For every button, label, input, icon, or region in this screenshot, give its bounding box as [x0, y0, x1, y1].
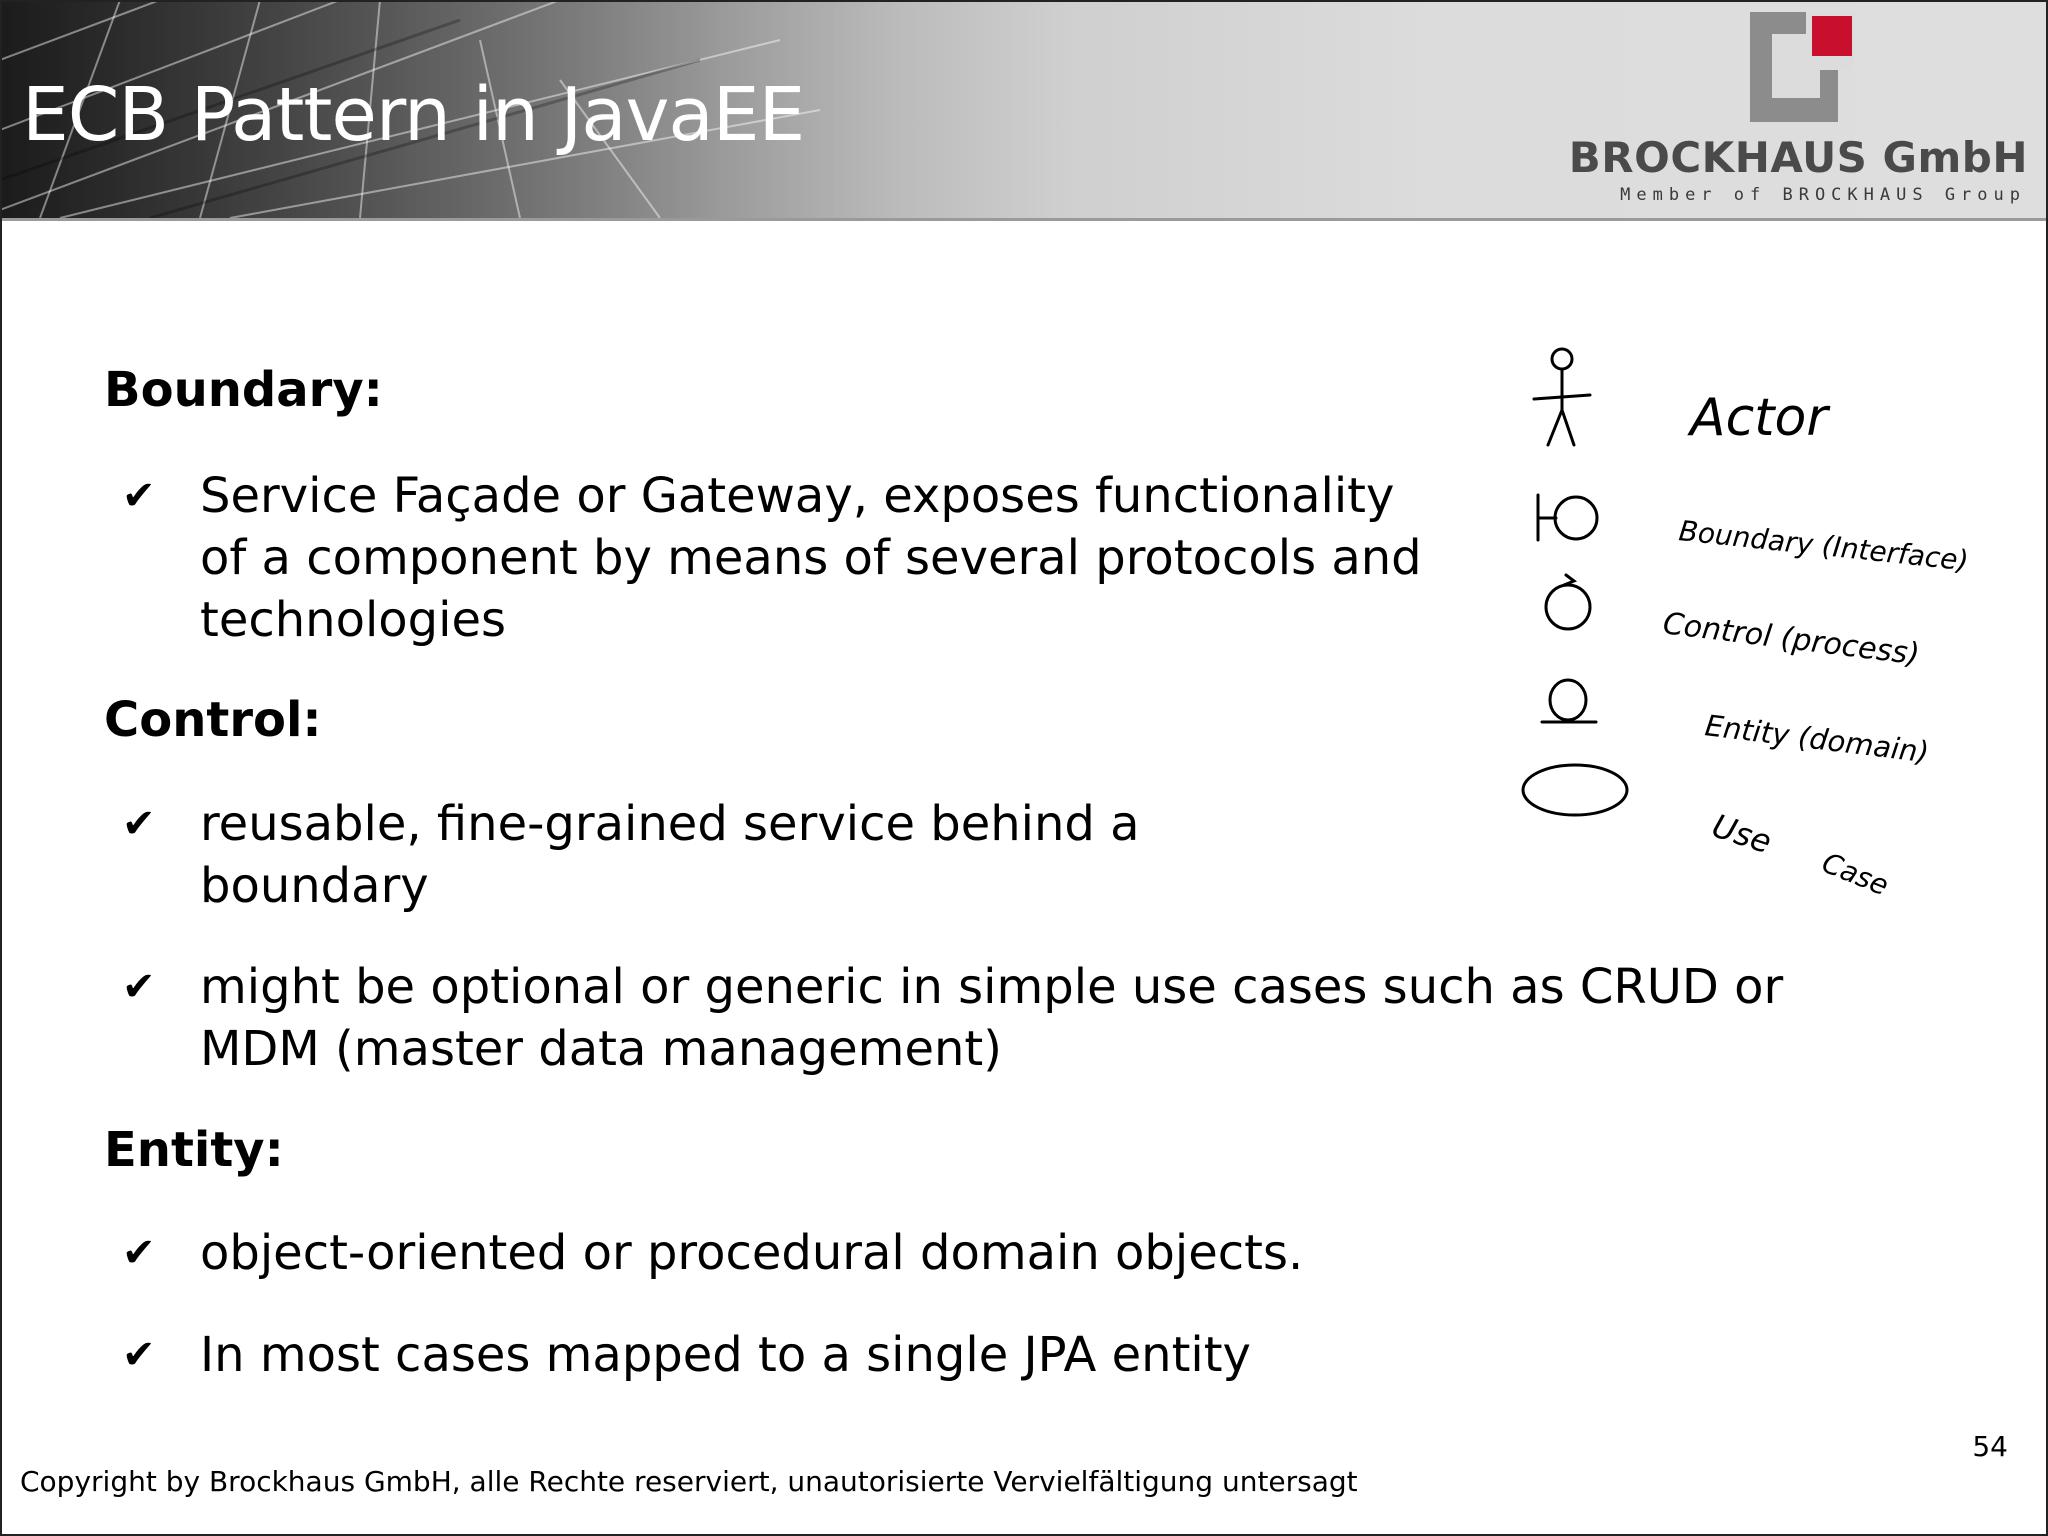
bullet-text	[200, 1324, 1251, 1386]
check-icon: ✔	[122, 473, 156, 519]
section-heading-boundary: Boundary:	[104, 362, 383, 418]
bullet-line: of a component by means of several protocols and	[200, 530, 1422, 586]
boundary-icon	[1538, 495, 1597, 540]
sketch-label-case: Case	[1817, 845, 1894, 903]
bullet-text	[200, 465, 1610, 651]
bullet-line: object-oriented or procedural domain objects.	[200, 1225, 1304, 1281]
check-icon: ✔	[122, 964, 156, 1010]
sketch-label-use: Use	[1707, 806, 1777, 862]
check-icon: ✔	[122, 1332, 156, 1378]
bullet-text	[200, 793, 1140, 917]
ecb-sketch	[1520, 335, 2040, 905]
actor-icon	[1534, 349, 1590, 445]
bullet-line: reusable, fine-grained service behind a	[200, 796, 1140, 852]
sketch-label-actor: Actor	[1690, 388, 1828, 448]
brand-name: BROCKHAUS GmbH	[1568, 133, 2028, 182]
check-icon: ✔	[122, 1230, 156, 1276]
sketch-label-entity: Entity (domain)	[1703, 708, 1931, 770]
section-heading-entity: Entity:	[104, 1122, 284, 1178]
sketch-label-control: Control (process)	[1661, 606, 1922, 673]
sketch-label-boundary: Boundary (Interface)	[1677, 514, 1971, 578]
brand-tagline: Member of BROCKHAUS Group	[1620, 185, 2026, 205]
entity-icon	[1542, 680, 1596, 722]
bullet-line: technologies	[200, 592, 506, 648]
copyright-notice: Copyright by Brockhaus GmbH, alle Rechte reserviert, unautorisierte Vervielfältigung untersagt	[20, 1465, 1358, 1498]
use-case-icon	[1523, 765, 1627, 815]
bullet-text	[200, 1222, 1303, 1284]
bullet-line: In most cases mapped to a single JPA entity	[200, 1327, 1251, 1383]
bullet-line: boundary	[200, 858, 429, 914]
check-icon: ✔	[122, 801, 156, 847]
control-icon	[1546, 575, 1590, 629]
bullet-line: Service Façade or Gateway, exposes functionality	[200, 468, 1395, 524]
section-heading-control: Control:	[104, 692, 322, 748]
bullet-line: MDM (master data management)	[200, 1021, 1002, 1077]
slide-title: ECB Pattern in JavaEE	[22, 72, 805, 158]
bullet-text	[200, 956, 1783, 1080]
bullet-line: might be optional or generic in simple use cases such as CRUD or	[200, 959, 1784, 1015]
page-number: 54	[1972, 1430, 2008, 1463]
